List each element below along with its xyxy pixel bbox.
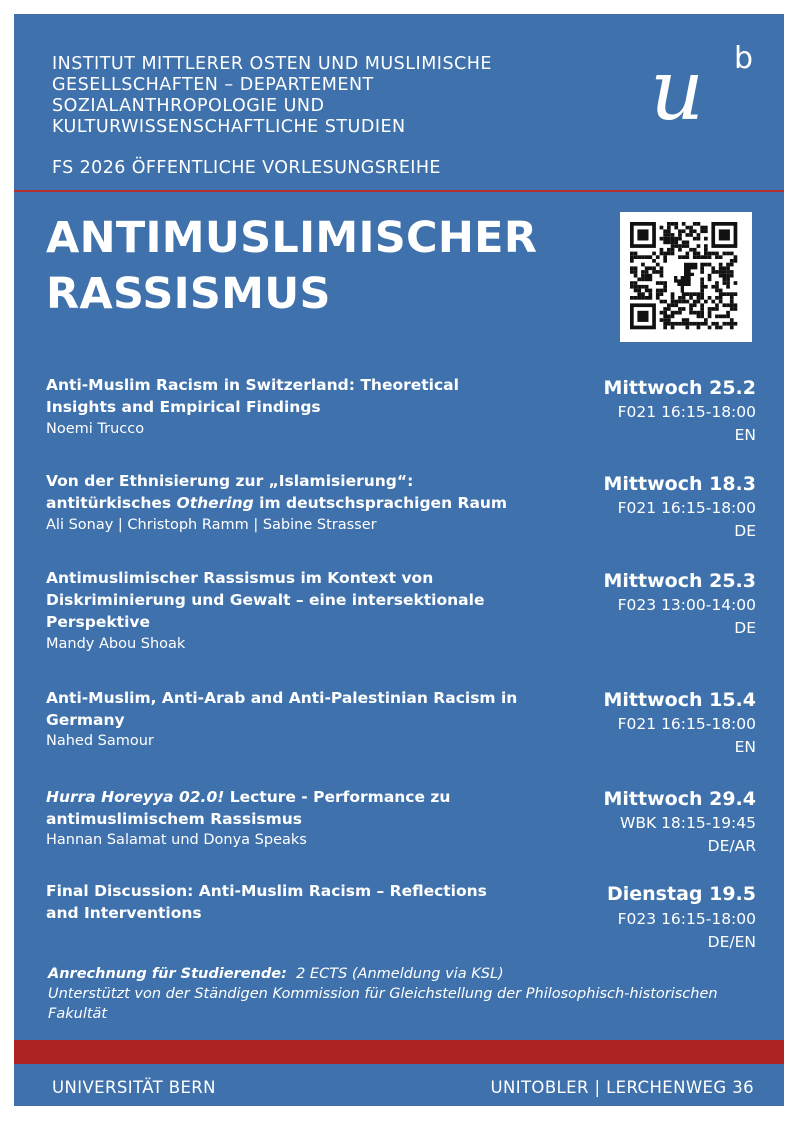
lecture-title (46, 880, 546, 924)
lecture-title (46, 786, 546, 830)
lecture-speakers: Mandy Abou Shoak (46, 636, 186, 652)
lecture-room-time: F021 16:15-18:00 (617, 715, 756, 733)
institute-line: SOZIALANTHROPOLOGIE UND (52, 96, 325, 116)
lecture-title (46, 687, 546, 731)
lecture-language: DE/AR (707, 837, 756, 855)
logo-letter-u: u (650, 41, 705, 139)
credit-line (48, 964, 768, 984)
credit-ects: 2 ECTS (Anmeldung via KSL) (296, 966, 504, 982)
lecture-language: DE (734, 522, 756, 540)
lecture-room-time: F023 16:15-18:00 (617, 910, 756, 928)
lecture-speakers: Ali Sonay | Christoph Ramm | Sabine Strasser (46, 517, 377, 533)
lecture-title-line: Von der Ethnisierung zur „Islamisierung“: (46, 472, 414, 490)
lecture-day: Mittwoch 18.3 (603, 473, 756, 495)
lecture-title-line: Antimuslimischer Rassismus im Kontext von (46, 569, 434, 587)
lecture-title (46, 374, 546, 418)
lecture-title-line (46, 786, 546, 808)
lecture-title-italic: Othering (176, 494, 254, 512)
lecture-room-time: F021 16:15-18:00 (617, 403, 756, 421)
lecture-speakers: Noemi Trucco (46, 421, 145, 437)
lecture-room-time: F023 13:00-14:00 (617, 596, 756, 614)
support-line: Unterstützt von der Ständigen Kommission für Gleichstellung der Philosophisch-historischen (48, 986, 718, 1002)
lecture-language: EN (734, 426, 756, 444)
footer-location: UNITOBLER | LERCHENWEG 36 (490, 1078, 754, 1097)
lecture-title-line: Anti-Muslim Racism in Switzerland: Theoretical (46, 376, 459, 394)
title-line: RASSISMUS (46, 269, 331, 319)
lecture-title-line: Perspektive (46, 613, 150, 631)
footer-university: UNIVERSITÄT BERN (52, 1078, 216, 1097)
lecture-speakers: Nahed Samour (46, 733, 154, 749)
lecture-day: Dienstag 19.5 (606, 883, 756, 905)
lecture-title-line: antimuslimischem Rassismus (46, 810, 303, 828)
lecture-language: DE/EN (707, 933, 756, 951)
lecture-language: EN (734, 738, 756, 756)
lecture-title-line: Insights and Empirical Findings (46, 398, 321, 416)
lecture-title-line: Germany (46, 711, 125, 729)
lecture-title-italic: Hurra Horeyya 02.0! (46, 788, 225, 806)
lecture-speakers: Hannan Salamat und Donya Speaks (46, 832, 307, 848)
lecture-title (46, 567, 546, 633)
institute-line: INSTITUT MITTLERER OSTEN UND MUSLIMISCHE (52, 54, 492, 74)
lecture-title-line: and Interventions (46, 904, 202, 922)
institute-line: KULTURWISSENSCHAFTLICHE STUDIEN (52, 117, 406, 137)
lecture-title-line: Anti-Muslim, Anti-Arab and Anti-Palestinian Racism in (46, 689, 518, 707)
lecture-title-text: antitürkisches (46, 494, 177, 512)
title-line: ANTIMUSLIMISCHER (46, 213, 538, 263)
lecture-title (46, 470, 546, 514)
credit-info (48, 964, 768, 1024)
poster (14, 14, 784, 1106)
lecture-list (14, 14, 784, 1106)
lecture-day: Mittwoch 25.2 (603, 377, 756, 399)
lecture-title-text: Lecture - Performance zu (224, 788, 451, 806)
lecture-series-label: FS 2026 ÖFFENTLICHE VORLESUNGSREIHE (52, 158, 441, 178)
lecture-title-line (46, 492, 546, 514)
credit-label: Anrechnung für Studierende: (48, 966, 287, 982)
lecture-language: DE (734, 619, 756, 637)
lecture-title-text: im deutschsprachigen Raum (253, 494, 508, 512)
lecture-title-line: Diskriminierung und Gewalt – eine intersektionale (46, 591, 485, 609)
lecture-day: Mittwoch 25.3 (603, 570, 756, 592)
lecture-room-time: WBK 18:15-19:45 (620, 814, 756, 832)
lecture-room-time: F021 16:15-18:00 (617, 499, 756, 517)
logo-letter-b: b (734, 41, 754, 76)
institute-line: GESELLSCHAFTEN – DEPARTEMENT (52, 75, 374, 95)
lecture-day: Mittwoch 15.4 (603, 689, 756, 711)
support-line: Fakultät (48, 1006, 108, 1022)
footer-red-band (14, 1040, 784, 1064)
lecture-title-line: Final Discussion: Anti-Muslim Racism – Reflections (46, 882, 487, 900)
lecture-day: Mittwoch 29.4 (603, 788, 756, 810)
